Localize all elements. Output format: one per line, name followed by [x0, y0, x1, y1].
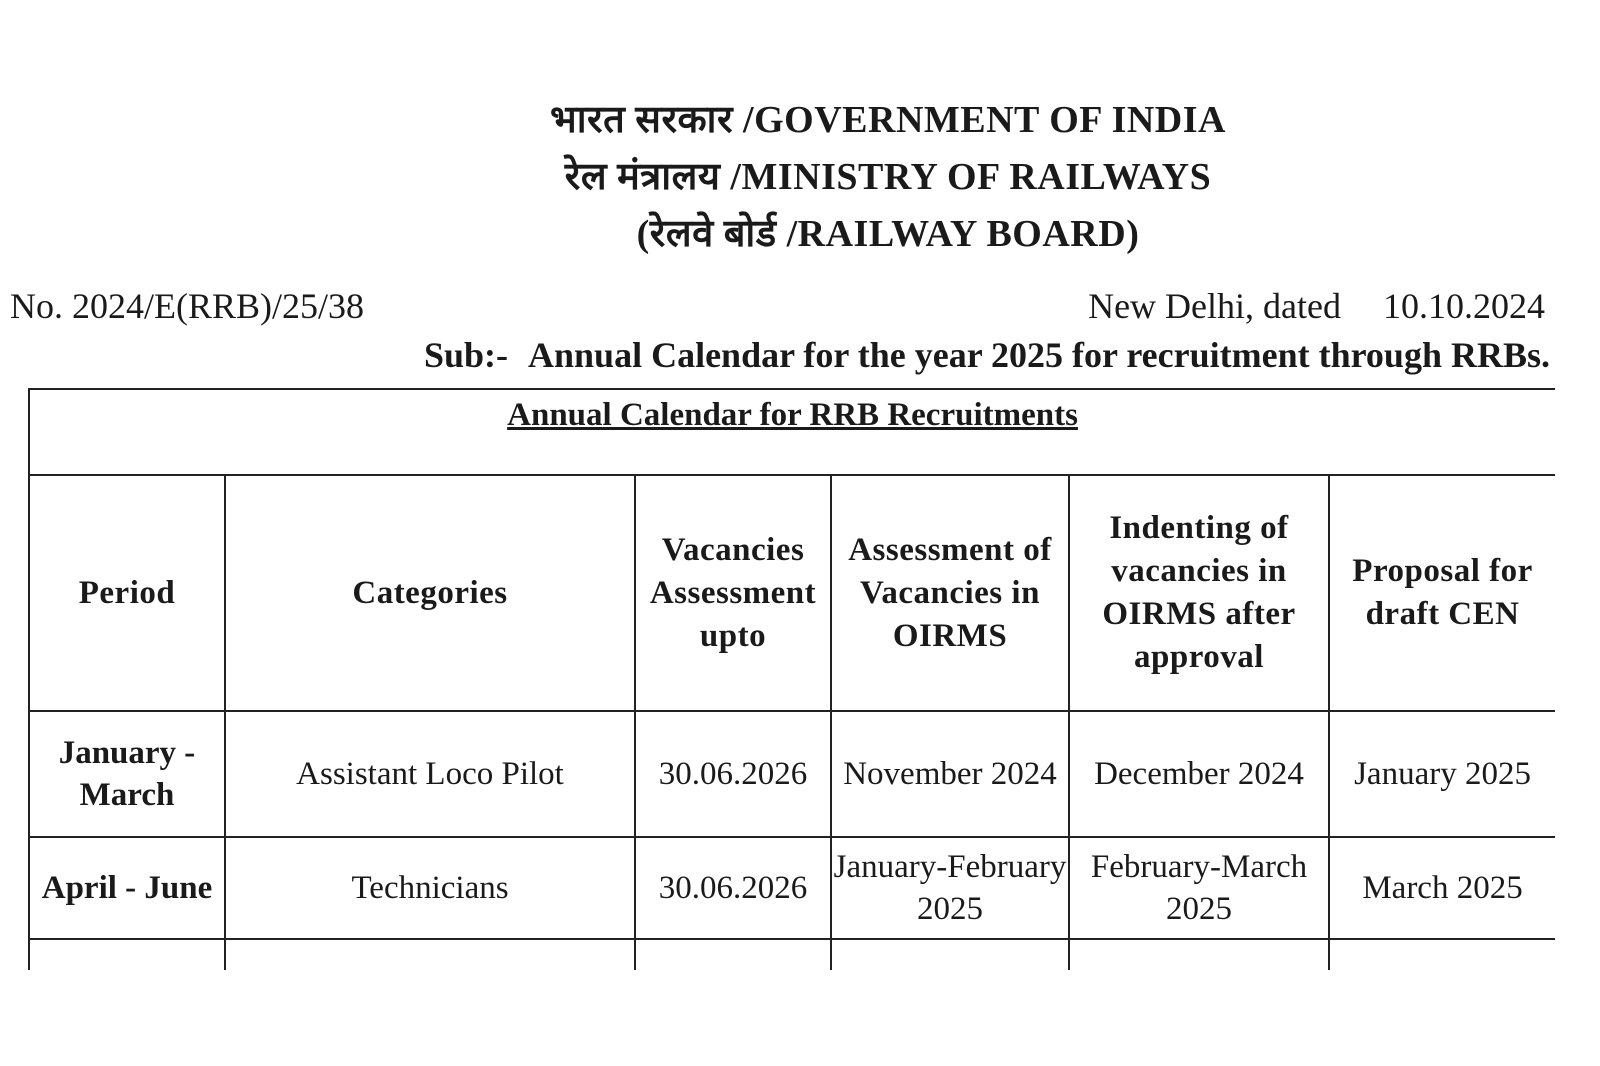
cell-proposal: March 2025 [1329, 837, 1555, 939]
cell-empty [1069, 939, 1329, 970]
cell-category: Assistant Loco Pilot [225, 711, 635, 837]
subject-text: Annual Calendar for the year 2025 for recruitment through RRBs. [528, 335, 1550, 375]
table-row [29, 837, 1555, 939]
cell-assessment: November 2024 [831, 711, 1069, 837]
document-date: 10.10.2024 [1383, 286, 1545, 326]
cell-period: January - March [29, 711, 225, 837]
place-date [1088, 284, 1545, 328]
cell-category: Technicians [225, 837, 635, 939]
document-header [0, 92, 1600, 263]
header-government: भारत सरकार /GOVERNMENT OF INDIA [550, 99, 1226, 141]
cell-indenting: February-March 2025 [1069, 837, 1329, 939]
table-title-cell [29, 389, 1555, 475]
cell-vacancies-upto: 30.06.2026 [635, 711, 831, 837]
header-board: (रेलवे बोर्ड /RAILWAY BOARD) [636, 213, 1140, 255]
cell-proposal: January 2025 [1329, 711, 1555, 837]
cell-period: April - June [29, 837, 225, 939]
table-row-cropped [29, 939, 1555, 970]
column-header-vacancies-upto: Vacancies Assessment upto [635, 475, 831, 711]
table-title: Annual Calendar for RRB Recruitments [507, 397, 1078, 433]
cell-indenting: December 2024 [1069, 711, 1329, 837]
place-dated-label: New Delhi, dated [1088, 286, 1341, 326]
reference-row [10, 284, 1545, 328]
cell-vacancies-upto: 30.06.2026 [635, 837, 831, 939]
cell-empty [635, 939, 831, 970]
column-header-categories: Categories [225, 475, 635, 711]
column-header-period: Period [29, 475, 225, 711]
table-row [29, 711, 1555, 837]
calendar-table-container [28, 388, 1555, 970]
subject-line [424, 333, 1550, 377]
cell-empty [831, 939, 1069, 970]
table-header-row [29, 475, 1555, 711]
cell-assessment: January-February 2025 [831, 837, 1069, 939]
cell-empty [225, 939, 635, 970]
column-header-proposal: Proposal for draft CEN [1329, 475, 1555, 711]
header-ministry: रेल मंत्रालय /MINISTRY OF RAILWAYS [564, 156, 1212, 198]
subject-label: Sub:- [423, 335, 508, 375]
cell-empty [29, 939, 225, 970]
column-header-assessment: Assessment of Vacancies in OIRMS [831, 475, 1069, 711]
cell-empty [1329, 939, 1555, 970]
calendar-table [28, 388, 1555, 970]
column-header-indenting: Indenting of vacancies in OIRMS after approval [1069, 475, 1329, 711]
reference-number: No. 2024/E(RRB)/25/38 [10, 286, 365, 326]
table-title-row [29, 389, 1555, 475]
